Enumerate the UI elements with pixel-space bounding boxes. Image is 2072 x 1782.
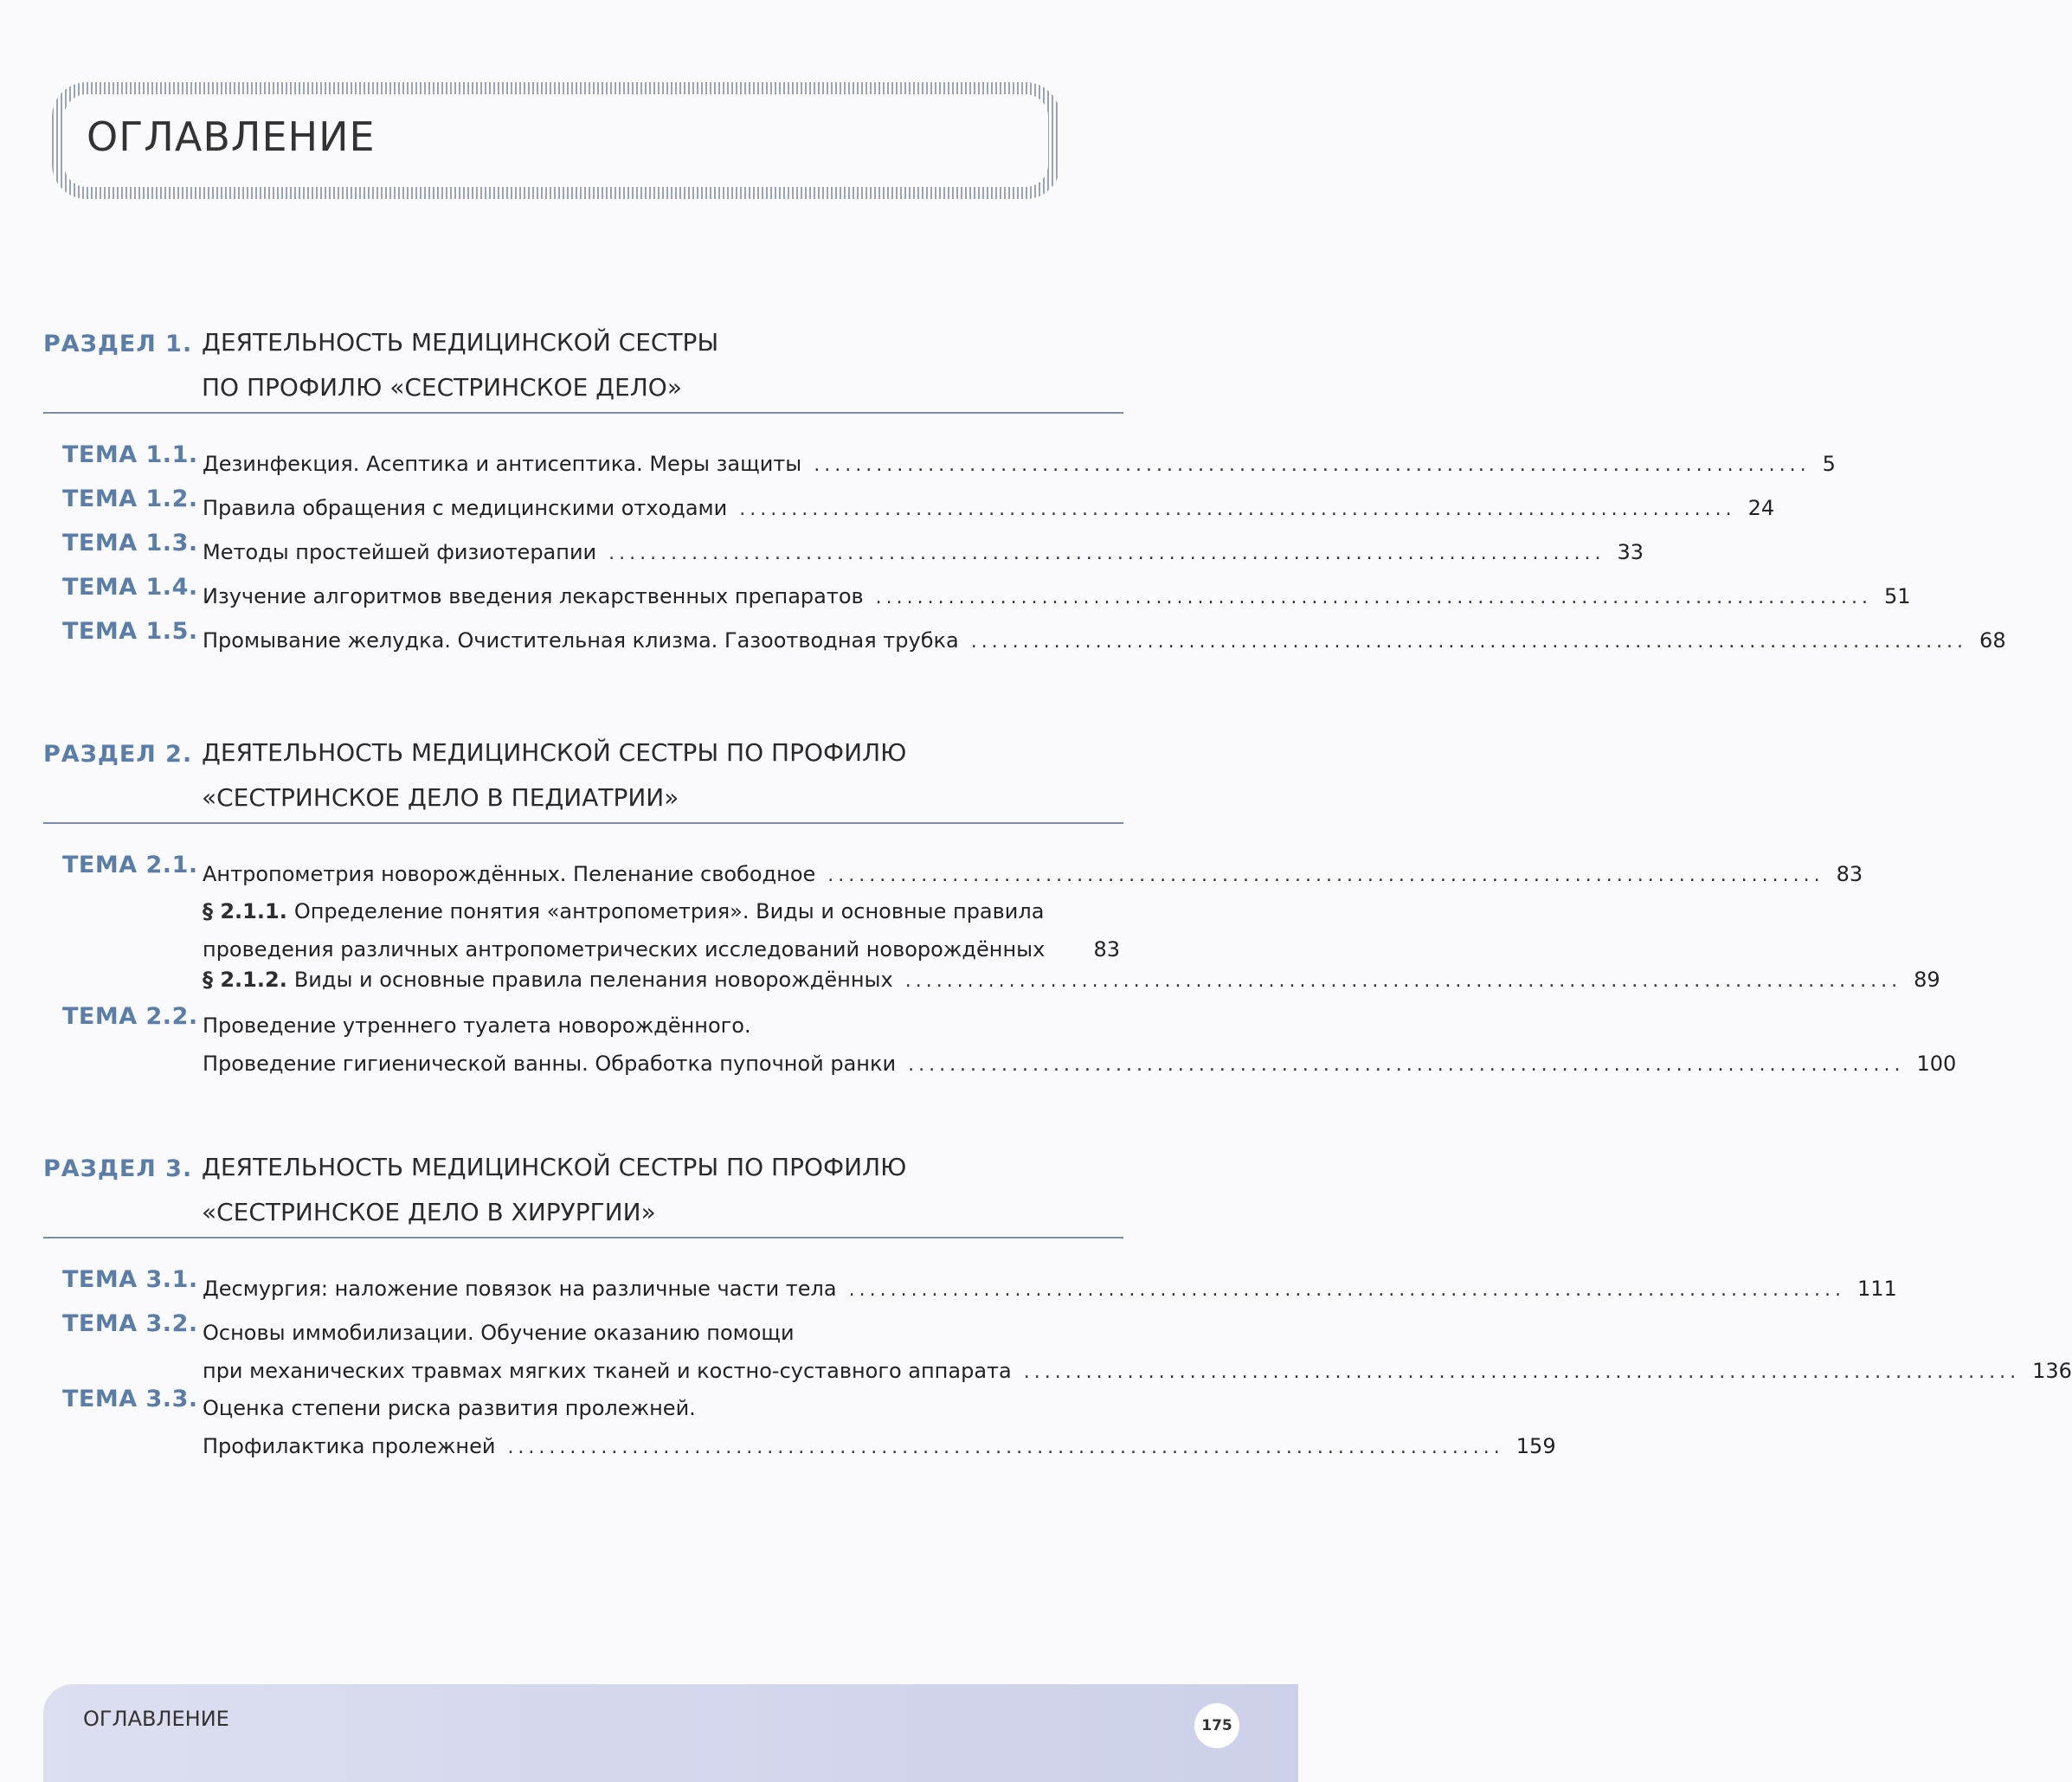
leader-dots: ................................................................................................ [608,543,1605,564]
paragraph-label: § 2.1.1. [203,899,287,923]
section-title-line: «СЕСТРИНСКОЕ ДЕЛО В ХИРУРГИИ» [202,1198,656,1226]
page-number: 89 [1914,968,1940,992]
leader-dots: ................................................................................................ [1023,1361,2021,1383]
topic-label: ТЕМА 1.3. [62,530,198,556]
topic-label: ТЕМА 3.2. [62,1310,198,1337]
page-number-badge: 175 [1194,1703,1239,1748]
page-number: 51 [1884,584,1911,608]
section-title-line: «СЕСТРИНСКОЕ ДЕЛО В ПЕДИАТРИИ» [202,783,679,812]
section-title [202,1145,906,1235]
topic-title: Десмургия: наложение повязок на различные части тела [203,1277,837,1301]
topic-title: проведения различных антропометрических исследований новорождённых [203,937,1046,962]
topic-label: ТЕМА 3.3. [62,1386,198,1412]
topic-label: ТЕМА 1.5. [62,618,198,645]
topic-label: ТЕМА 2.2. [62,1003,198,1030]
topic-label: ТЕМА 1.2. [62,486,198,512]
section-label: РАЗДЕЛ 1. [43,331,193,357]
page-title: ОГЛАВЛЕНИЕ [87,113,376,160]
topic-title: Правила обращения с медицинскими отходами [203,496,728,520]
topic-label: ТЕМА 1.4. [62,574,198,601]
section-divider [43,412,1123,414]
topic-title: Дезинфекция. Асептика и антисептика. Меры защиты [203,452,802,476]
topic-label: ТЕМА 3.1. [62,1266,198,1293]
section-label: РАЗДЕЛ 3. [43,1155,193,1182]
section-title-line: ПО ПРОФИЛЮ «СЕСТРИНСКОЕ ДЕЛО» [202,373,682,402]
topic-title: Профилактика пролежней [203,1434,496,1458]
leader-dots: ................................................................................................ [908,1054,1905,1076]
topic-title: Оценка степени риска развития пролежней. [203,1396,696,1420]
section-title [202,730,906,820]
section-divider [43,822,1123,824]
page-number: 83 [1836,862,1863,886]
page-number: 5 [1822,452,1836,476]
topic-title: Основы иммобилизации. Обучение оказанию помощи [203,1321,795,1345]
topic-title: Методы простейшей физиотерапии [203,540,597,564]
section-label: РАЗДЕЛ 2. [43,741,193,768]
topic-title: Проведение утреннего туалета новорождённого. [203,1013,751,1038]
topic-title: при механических травмах мягких тканей и костно-суставного аппарата [203,1359,1012,1383]
leader-dots: ................................................................................................ [875,587,1873,608]
footer-title: ОГЛАВЛЕНИЕ [83,1707,229,1731]
topic-title: Виды и основные правила пеленания новорождённых [293,968,893,992]
page-number: 136 [2032,1359,2072,1383]
section-title [202,320,718,410]
paragraph-label: § 2.1.2. [203,968,287,992]
section-title-line: ДЕЯТЕЛЬНОСТЬ МЕДИЦИНСКОЙ СЕСТРЫ ПО ПРОФИЛЮ [202,738,907,767]
topic-title: Определение понятия «антропометрия». Виды и основные правила [293,899,1045,923]
leader-dots: ................................................................................................ [970,631,1968,653]
leader-dots: ................................................................................................ [507,1437,1504,1458]
topic-label: ТЕМА 1.1. [62,441,198,468]
page-number: 111 [1856,1277,1897,1301]
page-number: 159 [1515,1434,1556,1458]
page-number: 68 [1979,628,2006,653]
leader-dots: ................................................................................................ [904,970,1902,992]
section-divider [43,1237,1123,1238]
page-number: 83 [1093,937,1120,962]
topic-title: Проведение гигиенической ванны. Обработка пупочной ранки [203,1052,897,1076]
toc-header-frame [52,82,1060,199]
page-number: 33 [1617,540,1644,564]
page-footer [43,1684,1298,1782]
topic-title: Антропометрия новорождённых. Пеленание свободное [203,862,816,886]
page-number: 100 [1916,1052,1957,1076]
leader-dots: ................................................................................................ [739,499,1736,520]
section-title-line: ДЕЯТЕЛЬНОСТЬ МЕДИЦИНСКОЙ СЕСТРЫ ПО ПРОФИЛЮ [202,1153,907,1181]
topic-title: Изучение алгоритмов введения лекарственных препаратов [203,584,864,608]
section-title-line: ДЕЯТЕЛЬНОСТЬ МЕДИЦИНСКОЙ СЕСТРЫ [202,328,719,357]
page-number: 24 [1747,496,1775,520]
leader-dots: ................................................................................................ [814,454,1811,476]
leader-dots: ................................................................................................ [848,1279,1845,1301]
topic-label: ТЕМА 2.1. [62,852,198,878]
leader-dots: ................................................................................................ [827,865,1824,886]
topic-title: Промывание желудка. Очистительная клизма. Газоотводная трубка [203,628,959,653]
